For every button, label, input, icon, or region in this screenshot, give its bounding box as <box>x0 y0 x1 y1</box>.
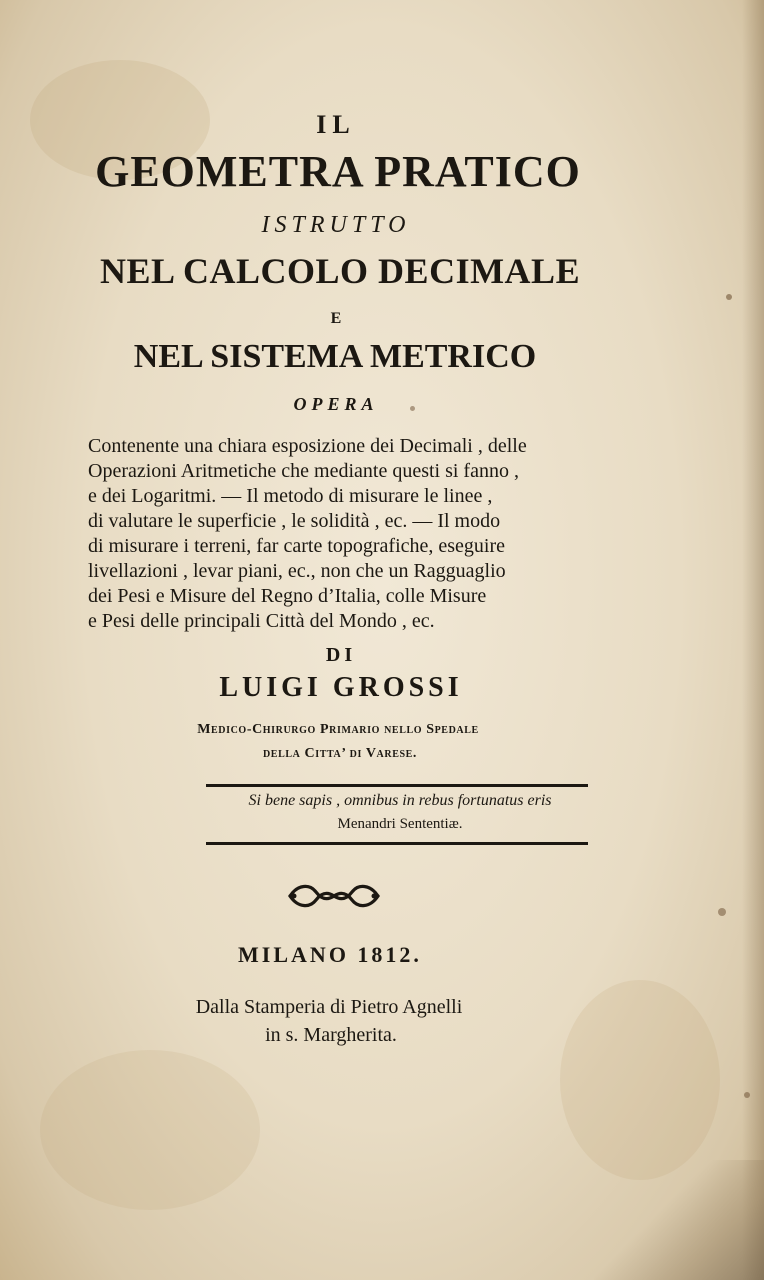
title-article: IL <box>316 110 356 139</box>
subtitle-line-2: NEL SISTEMA METRICO <box>133 338 537 375</box>
description-line: livellazioni , levar piani, ec., non che un Ragguaglio <box>88 560 506 582</box>
author-credentials-line-2: della Citta’ di Varese. <box>262 746 417 761</box>
foxing-spot <box>410 406 415 411</box>
epigraph-source: Menandri Sententiæ. <box>337 816 463 832</box>
imprint-place-year: MILANO 1812. <box>238 942 422 967</box>
author-name: LUIGI GROSSI <box>219 672 463 703</box>
printer-line-2: in s. Margherita. <box>265 1024 397 1046</box>
description-line: di misurare i terreni, far carte topografiche, eseguire <box>88 535 506 557</box>
description-line: di valutare le superficie , le solidità , ec. — Il modo <box>88 510 501 532</box>
rule-top <box>206 784 588 787</box>
title-conjunction: E <box>330 310 342 327</box>
epigraph: Si bene sapis , omnibus in rebus fortunatus eris <box>248 792 552 809</box>
description-line: e Pesi delle principali Città del Mondo , ec. <box>88 610 435 632</box>
description-line: Operazioni Aritmetiche che mediante questi si fanno , <box>88 460 519 482</box>
foxing-stain <box>560 980 720 1180</box>
foxing-stain <box>40 1050 260 1210</box>
title-connector: ISTRUTTO <box>261 212 411 238</box>
printers-flourish-icon <box>286 880 382 912</box>
main-title: GEOMETRA PRATICO <box>95 147 581 196</box>
author-credentials-line-1: Medico-Chirurgo Primario nello Spedale <box>197 722 479 737</box>
description-line: Contenente una chiara esposizione dei Decimali , delle <box>88 435 527 457</box>
genre-label: OPERA <box>293 394 379 414</box>
description-line: dei Pesi e Misure del Regno d’Italia, colle Misure <box>88 585 487 607</box>
foxing-spot <box>726 294 732 300</box>
foxing-spot <box>718 908 726 916</box>
by-label: DI <box>325 644 357 666</box>
description-paragraph <box>88 434 600 634</box>
printer-line-1: Dalla Stamperia di Pietro Agnelli <box>195 996 463 1018</box>
rule-bottom <box>206 842 588 845</box>
page-edge-shadow <box>742 0 764 1280</box>
subtitle-line-1: NEL CALCOLO DECIMALE <box>100 251 581 291</box>
description-line: e dei Logaritmi. — Il metodo di misurare le linee , <box>88 485 493 507</box>
torn-corner <box>594 1160 764 1280</box>
